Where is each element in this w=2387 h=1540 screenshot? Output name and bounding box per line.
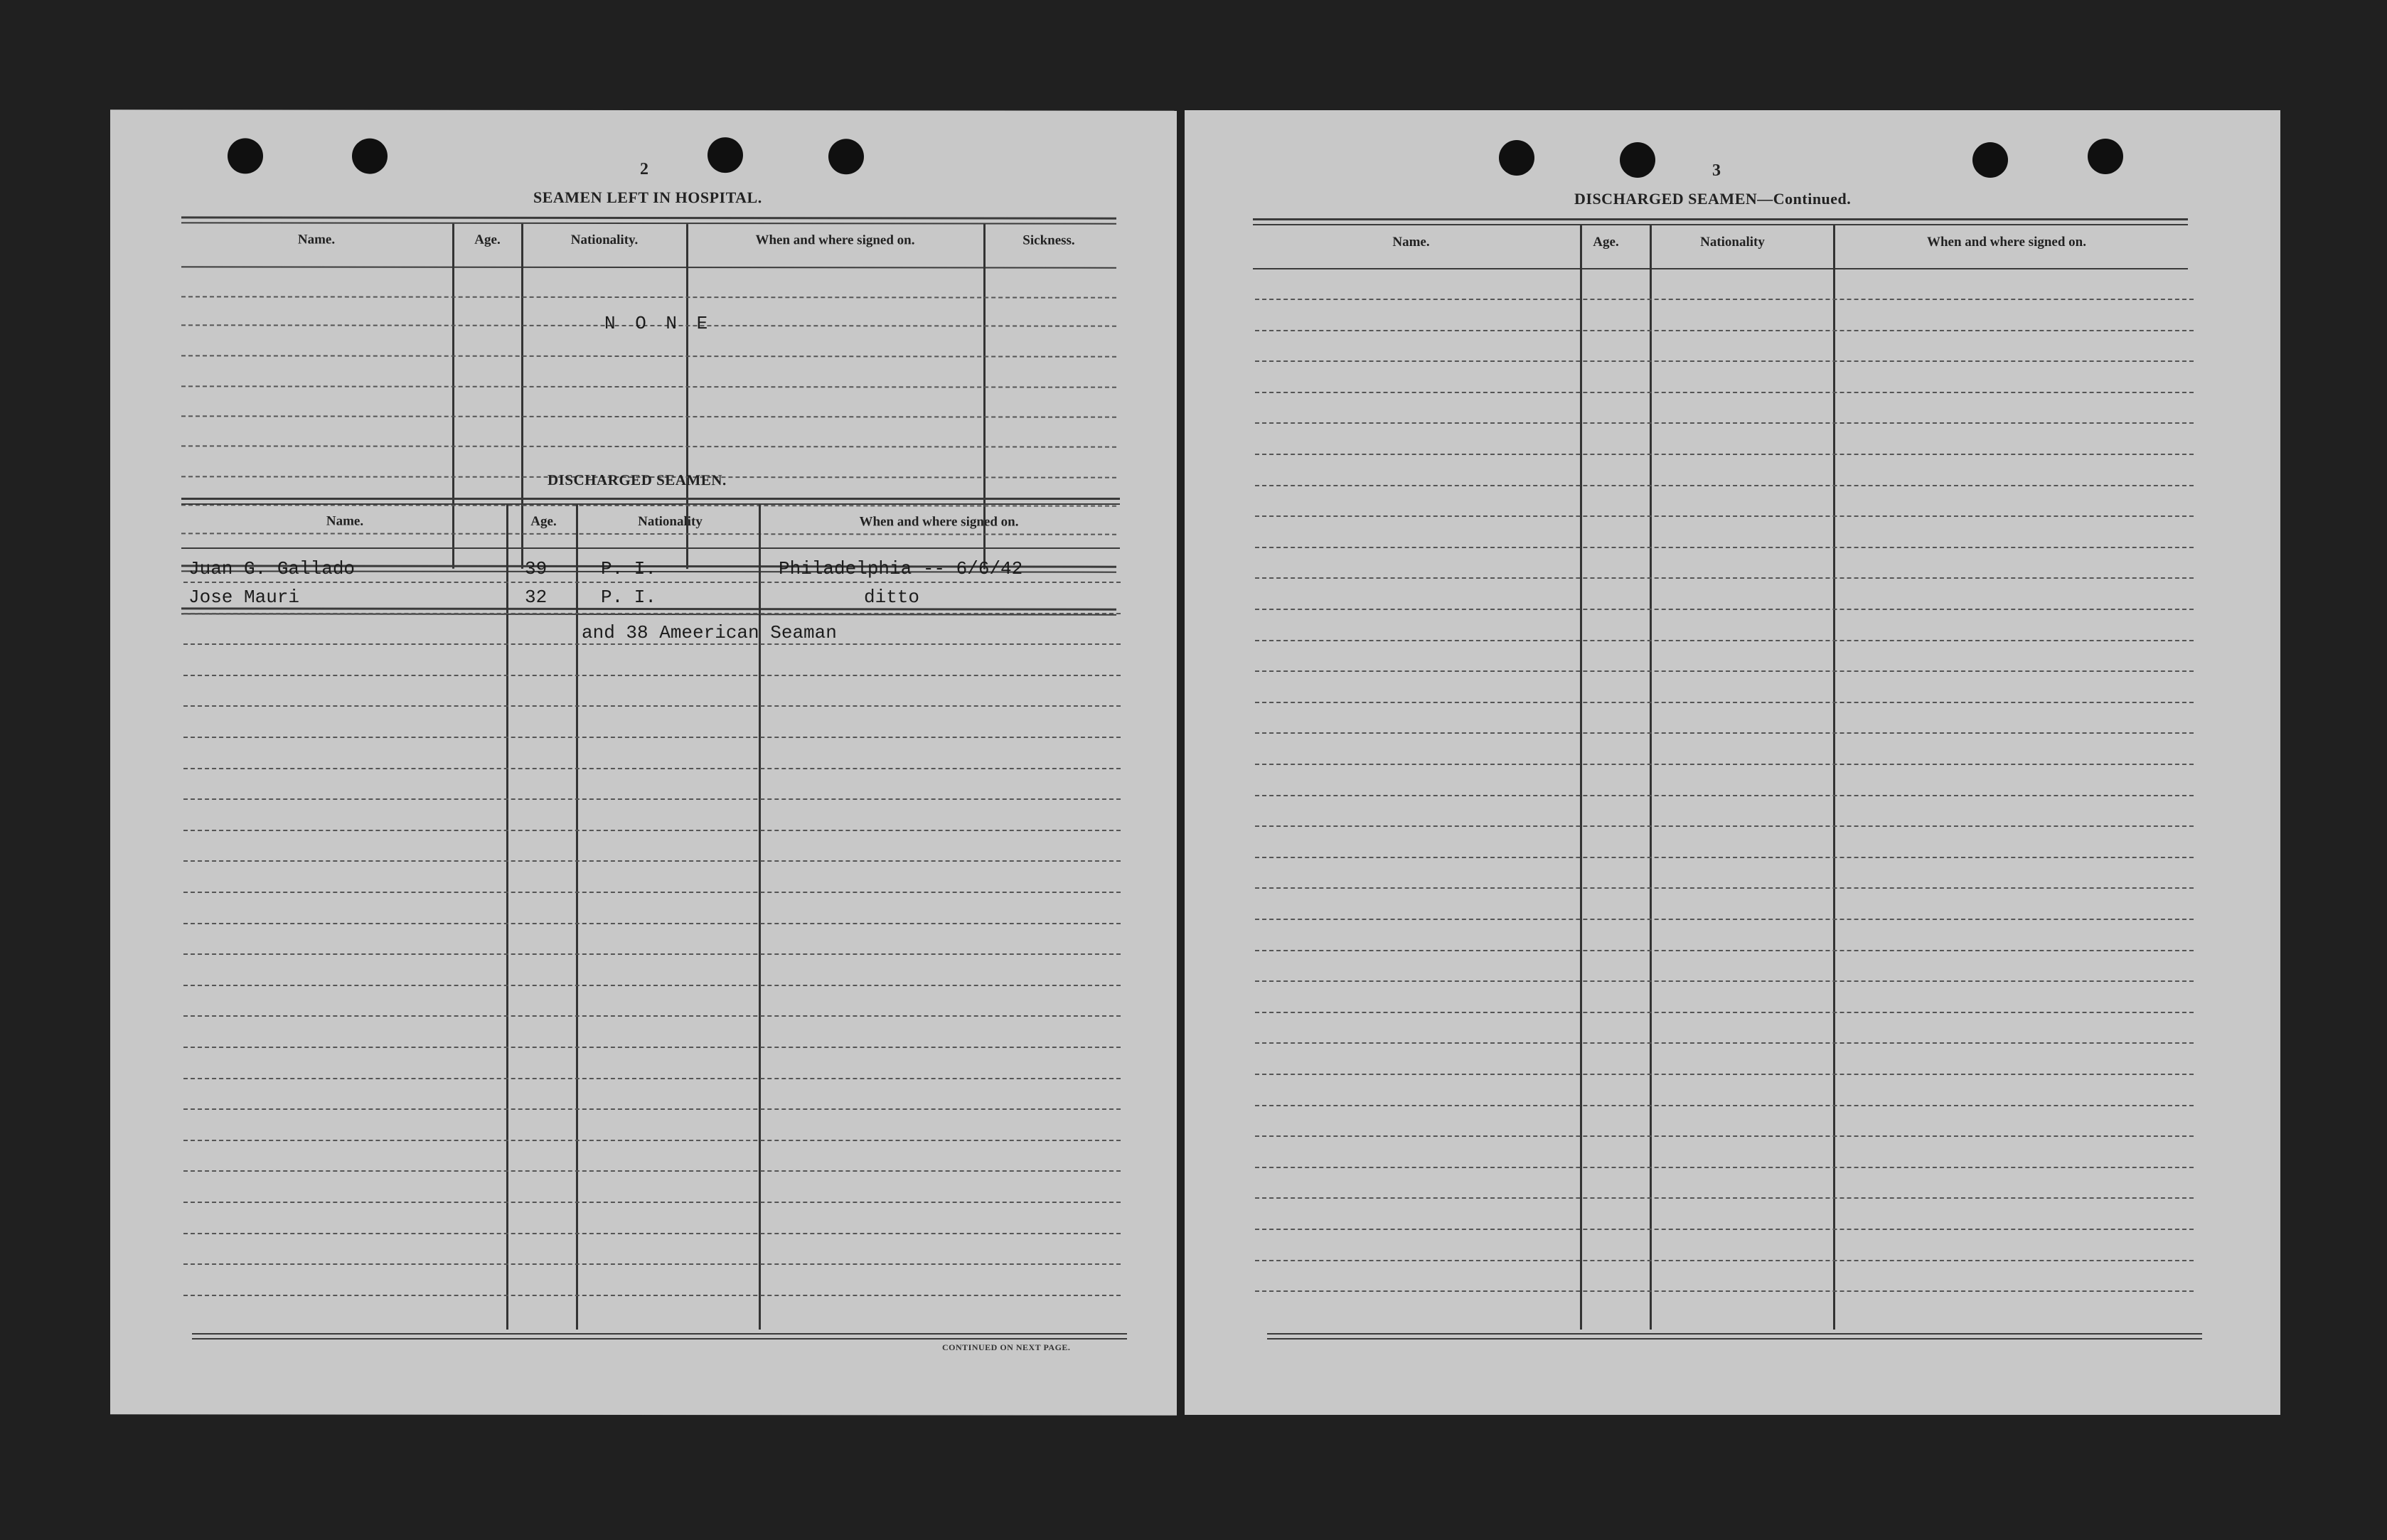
- row-line: [183, 1263, 1121, 1265]
- page-number: 3: [1712, 161, 1721, 180]
- row-line: [183, 953, 1121, 955]
- row-line: [1255, 299, 2194, 300]
- row-line: [1255, 515, 2194, 517]
- right-page: [1185, 110, 2280, 1415]
- col-header-age: Age.: [530, 513, 557, 529]
- row-line: [1255, 1260, 2194, 1261]
- col-header-age: Age.: [1593, 235, 1619, 250]
- hospital-section-title: SEAMEN LEFT IN HOSPITAL.: [533, 188, 762, 207]
- row-line: [1255, 1074, 2194, 1075]
- row-line: [1255, 547, 2194, 548]
- row2-nationality: P. I.: [601, 587, 657, 608]
- row-line: [183, 1170, 1121, 1172]
- row-line: [183, 798, 1121, 800]
- row-line: [183, 1078, 1121, 1079]
- continued-footer: CONTINUED ON NEXT PAGE.: [942, 1342, 1071, 1352]
- row-line: [1255, 732, 2194, 734]
- row2-name: Jose Mauri: [188, 587, 300, 608]
- row-line: [183, 830, 1121, 831]
- table-bottom-rule: [1267, 1333, 2202, 1335]
- header-rule: [1253, 268, 2188, 269]
- row-line: [1255, 577, 2194, 579]
- punch-hole: [1972, 142, 2008, 178]
- header-rule: [181, 547, 1120, 549]
- row1-name: Juan G. Gallado: [188, 558, 356, 579]
- none-note: N O N E: [604, 312, 712, 335]
- left-page: [110, 109, 1177, 1416]
- discharged-continued-title: DISCHARGED SEAMEN—Continued.: [1574, 190, 1852, 208]
- row-line: [1255, 1167, 2194, 1168]
- col-header-signed-on: When and where signed on.: [1926, 235, 2086, 250]
- row-line: [181, 415, 1116, 417]
- table-top-rule: [1253, 224, 2188, 225]
- row-line: [181, 533, 1116, 535]
- row-line: [1255, 702, 2194, 703]
- row-line: [1255, 764, 2194, 765]
- header-rule: [181, 266, 1116, 268]
- row-line: [181, 355, 1116, 357]
- punch-hole: [352, 139, 388, 174]
- row-line: [1255, 360, 2194, 362]
- discharged-section-title: DISCHARGED SEAMEN.: [548, 471, 727, 489]
- punch-hole: [1499, 140, 1534, 176]
- row2-signed-on: ditto: [864, 587, 920, 608]
- punch-hole: [707, 137, 743, 173]
- row-line: [1255, 887, 2194, 889]
- row-line: [183, 613, 1121, 614]
- row-line: [183, 1047, 1121, 1048]
- col-header-name: Name.: [1392, 235, 1430, 250]
- table-top-rule: [1253, 218, 2188, 220]
- row-line: [1255, 1135, 2194, 1137]
- row-line: [183, 1015, 1121, 1017]
- col-header-name: Name.: [297, 232, 336, 247]
- row-line: [1255, 919, 2194, 920]
- row-line: [1255, 1290, 2194, 1292]
- table-top-rule: [181, 498, 1120, 500]
- page-number: 2: [640, 159, 648, 179]
- row-line: [1255, 1105, 2194, 1106]
- table-top-rule: [181, 216, 1116, 219]
- row-line: [183, 985, 1121, 986]
- punch-hole: [828, 139, 864, 174]
- extra-note: and 38 Ameerican Seaman: [582, 622, 837, 643]
- row-line: [183, 768, 1121, 769]
- row-line: [1255, 454, 2194, 455]
- col-header-age: Age.: [474, 232, 501, 247]
- row-line: [181, 385, 1116, 387]
- row-line: [1255, 1012, 2194, 1013]
- row1-nationality: P. I.: [601, 558, 657, 579]
- punch-hole: [228, 138, 263, 173]
- col-header-sickness: Sickness.: [1022, 232, 1075, 248]
- row1-signed-on: Philadelphia -- 6/6/42: [779, 558, 1023, 579]
- table-bottom-rule: [192, 1338, 1127, 1340]
- row-line: [1255, 609, 2194, 610]
- row-line: [183, 1233, 1121, 1234]
- row-line: [1255, 950, 2194, 951]
- col-header-nationality: Nationality: [638, 513, 703, 530]
- col-header-signed-on: When and where signed on.: [859, 514, 1019, 530]
- col-header-signed-on: When and where signed on.: [755, 232, 915, 248]
- table-top-rule: [181, 503, 1120, 505]
- column-divider: [506, 505, 508, 1330]
- row-line: [1255, 1197, 2194, 1199]
- row-line: [1255, 825, 2194, 827]
- row-line: [183, 892, 1121, 893]
- col-header-nationality: Nationality: [1700, 235, 1765, 250]
- row-line: [183, 643, 1121, 645]
- table-top-rule: [181, 222, 1116, 224]
- row-line: [181, 296, 1116, 298]
- row-line: [183, 1295, 1121, 1296]
- column-divider: [576, 505, 578, 1330]
- col-header-nationality: Nationality.: [570, 232, 639, 247]
- row-line: [183, 675, 1121, 676]
- row-line: [181, 445, 1116, 447]
- row-line: [1255, 422, 2194, 424]
- punch-hole: [1620, 142, 1655, 178]
- row-line: [183, 582, 1121, 583]
- row-line: [183, 923, 1121, 924]
- table-bottom-rule: [1267, 1338, 2202, 1340]
- row-line: [183, 1140, 1121, 1141]
- punch-hole: [2088, 139, 2123, 174]
- row2-age: 32: [525, 587, 548, 608]
- row-line: [183, 1108, 1121, 1110]
- row-line: [183, 860, 1121, 862]
- row-line: [1255, 1229, 2194, 1230]
- row-line: [183, 737, 1121, 738]
- row-line: [1255, 1042, 2194, 1044]
- row1-age: 39: [525, 558, 548, 579]
- row-line: [1255, 330, 2194, 331]
- row-line: [1255, 857, 2194, 858]
- row-line: [1255, 640, 2194, 641]
- row-line: [1255, 392, 2194, 393]
- row-line: [183, 1202, 1121, 1203]
- row-line: [183, 705, 1121, 707]
- row-line: [1255, 795, 2194, 796]
- col-header-name: Name.: [326, 513, 364, 529]
- row-line: [1255, 670, 2194, 672]
- row-line: [1255, 980, 2194, 982]
- table-bottom-rule: [192, 1333, 1127, 1335]
- row-line: [1255, 485, 2194, 486]
